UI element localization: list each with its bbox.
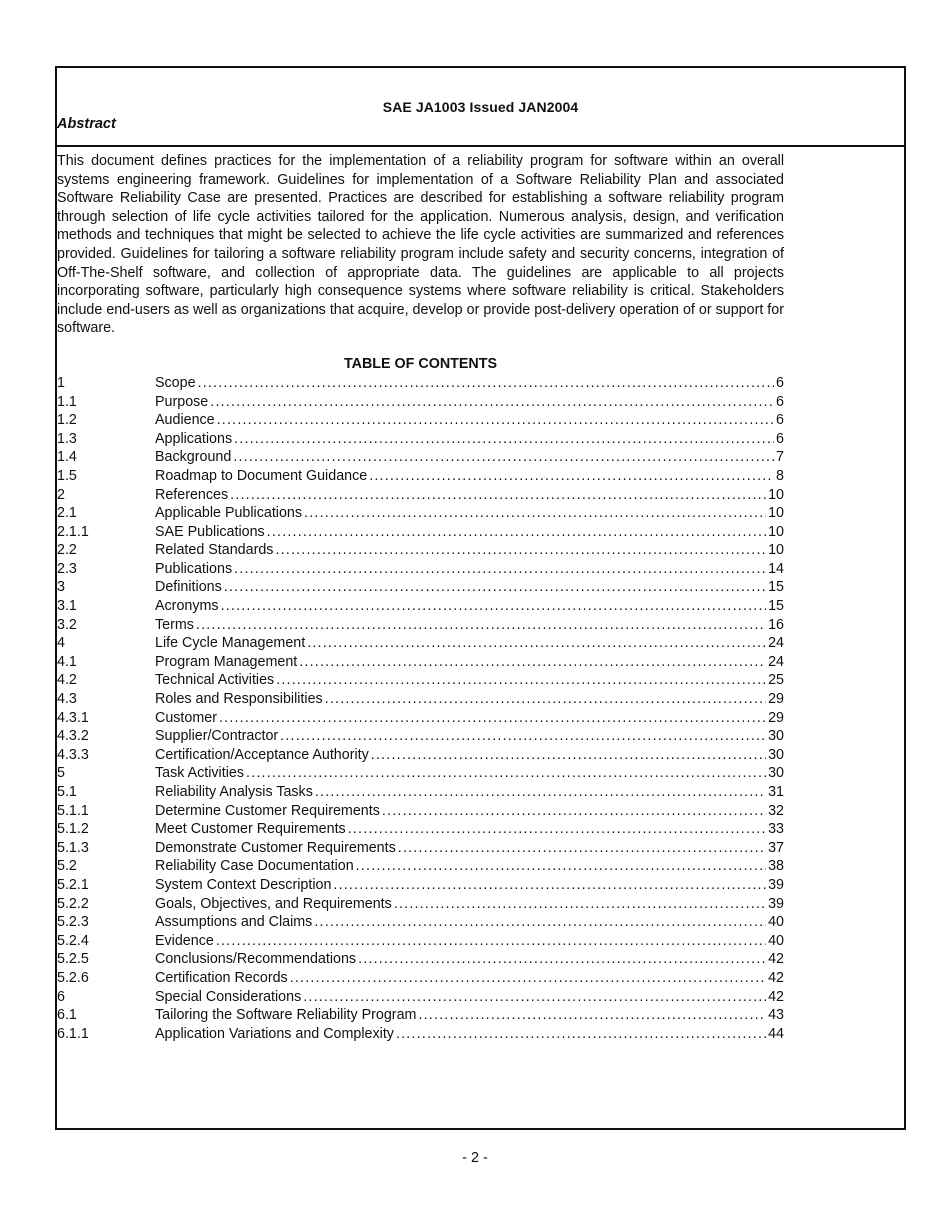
toc-entry-title: Task Activities <box>155 765 244 782</box>
toc-entry[interactable] <box>57 653 784 672</box>
toc-dot-leader <box>219 709 766 728</box>
toc-entry[interactable] <box>57 839 784 858</box>
toc-entry-number: 1.4 <box>57 449 77 466</box>
toc-entry-title: Assumptions and Claims <box>155 914 313 931</box>
toc-entry-page: 15 <box>768 579 784 596</box>
toc-entry-title: Technical Activities <box>155 672 275 689</box>
toc-entry-number: 5.1 <box>57 784 77 800</box>
toc-entry-number: 1.5 <box>57 467 77 484</box>
toc-entry-title: Application Variations and Complexity <box>155 1025 394 1042</box>
toc-dot-leader <box>418 1006 766 1025</box>
page-number: - 2 - <box>462 1150 488 1166</box>
toc-entry[interactable] <box>57 448 784 467</box>
toc-entry-number: 5.2.2 <box>57 895 89 912</box>
toc-entry-number: 4.1 <box>57 653 77 670</box>
toc-dot-leader <box>230 486 766 505</box>
toc-entry-page: 31 <box>768 784 784 800</box>
toc-entry-page: 16 <box>768 616 784 633</box>
toc-entry-page: 10 <box>768 542 784 559</box>
toc-entry[interactable] <box>57 634 784 653</box>
toc-entry-title: Program Management <box>155 653 298 670</box>
toc-entry-page: 30 <box>768 765 784 782</box>
toc-entry-page: 42 <box>768 951 784 968</box>
toc-entry-number: 5.1.2 <box>57 821 89 838</box>
toc-entry-number: 5.1.1 <box>57 802 89 819</box>
toc-entry-page: 6 <box>776 393 784 410</box>
toc-entry-title: System Context Description <box>155 876 332 893</box>
toc-entry[interactable] <box>57 969 784 988</box>
toc-dot-leader <box>196 616 766 635</box>
toc-entry-title: Roadmap to Document Guidance <box>155 467 368 484</box>
toc-entry[interactable] <box>57 690 784 709</box>
toc-entry-title: Purpose <box>155 393 209 410</box>
toc-entry[interactable] <box>57 541 784 560</box>
toc-entry-title: Determine Customer Requirements <box>155 802 380 819</box>
toc-dot-leader <box>221 597 767 616</box>
toc-entry-number: 6 <box>57 988 65 1005</box>
toc-dot-leader <box>304 504 766 523</box>
toc-entry[interactable] <box>57 913 784 932</box>
toc-entry[interactable] <box>57 988 784 1007</box>
toc-entry-title: References <box>155 486 229 503</box>
toc-entry-title: Conclusions/Recommendations <box>155 951 357 968</box>
toc-entry-page: 33 <box>768 821 784 838</box>
toc-dot-leader <box>394 895 766 914</box>
toc-entry-page: 6 <box>776 412 784 429</box>
toc-entry-number: 2.3 <box>57 560 77 577</box>
toc-entry-page: 39 <box>768 895 784 912</box>
toc-entry-title: Goals, Objectives, and Requirements <box>155 895 392 912</box>
abstract-text: This document defines practices for the implementation of a reliability program for software within an overall systems engineering framework. Guidelines for implementation of a Software Reliability Plan and associated Software Reliability Case are presented. Practices are described for establishing a software reliability program through selection of life cycle activities tailored for the application. Numerous analysis, design, and verification methods and techniques that might be selected to achieve the life cycle activities are summarized and references provided. Guidelines for tailoring a software reliability program include safety and security concerns, integration of Off-The-Shelf software, and collection of appropriate data. The guidelines are applicable to all projects incorporating software, particularly high consequence systems where software reliability is critical. Stakeholders include end-users as well as organizations that acquire, develop or provide post-delivery operation of or support for software. <box>57 153 784 337</box>
toc-entry[interactable] <box>57 671 784 690</box>
toc-dot-leader <box>233 448 774 467</box>
toc-entry[interactable] <box>57 857 784 876</box>
toc-dot-leader <box>303 988 766 1007</box>
toc-entry[interactable] <box>57 616 784 635</box>
page-content <box>57 115 784 1043</box>
toc-entry-title: Certification/Acceptance Authority <box>155 746 369 763</box>
toc-entry-title: Supplier/Contractor <box>155 728 279 745</box>
toc-entry-title: Publications <box>155 560 233 577</box>
toc-entry-number: 4.3.1 <box>57 709 89 726</box>
toc-dot-leader <box>290 969 766 988</box>
toc-entry[interactable] <box>57 467 784 486</box>
toc-dot-leader <box>224 578 766 597</box>
toc-entry-number: 5.2.1 <box>57 876 89 893</box>
toc-entry-title: Roles and Responsibilities <box>155 691 323 708</box>
toc-entry-number: 5.2.6 <box>57 969 89 986</box>
toc-entry-page: 6 <box>776 374 784 391</box>
toc-entry-page: 8 <box>776 467 784 484</box>
toc-entry-number: 3.1 <box>57 598 77 615</box>
toc-entry[interactable] <box>57 411 784 430</box>
toc-entry-page: 40 <box>768 932 784 949</box>
toc-entry-title: Applications <box>155 430 233 447</box>
toc-entry-number: 2.2 <box>57 542 77 559</box>
toc-entry-title: Related Standards <box>155 542 274 559</box>
toc-dot-leader <box>325 690 766 709</box>
toc-dot-leader <box>198 374 775 393</box>
toc-entry-title: Definitions <box>155 579 222 596</box>
toc-entry-page: 37 <box>768 839 784 856</box>
toc-dot-leader <box>348 820 766 839</box>
toc-dot-leader <box>307 634 766 653</box>
toc-dot-leader <box>382 802 766 821</box>
toc-entry-number: 1.3 <box>57 430 77 447</box>
toc-entry-number: 6.1 <box>57 1007 77 1024</box>
toc-entry-title: Applicable Publications <box>155 505 303 522</box>
toc-entry-number: 4.3.3 <box>57 746 89 763</box>
toc-entry[interactable] <box>57 430 784 449</box>
toc-entry-page: 32 <box>768 802 784 819</box>
toc-entry[interactable] <box>57 1025 784 1044</box>
toc-entry-title: SAE Publications <box>155 523 265 540</box>
toc-entry[interactable] <box>57 950 784 969</box>
toc-entry-number: 2.1 <box>57 505 77 522</box>
toc-entry[interactable] <box>57 523 784 542</box>
toc-entry-title: Demonstrate Customer Requirements <box>155 839 396 856</box>
toc-dot-leader <box>234 430 774 449</box>
toc-dot-leader <box>398 839 766 858</box>
toc-entry[interactable] <box>57 802 784 821</box>
toc-entry-title: Reliability Analysis Tasks <box>155 784 313 800</box>
toc-dot-leader <box>216 932 766 951</box>
toc-entry-number: 4 <box>57 635 65 652</box>
toc-entry-number: 3.2 <box>57 616 77 633</box>
toc-dot-leader <box>299 653 766 672</box>
toc-entry-title: Evidence <box>155 932 214 949</box>
toc-entry[interactable] <box>57 393 784 412</box>
toc-entry-number: 5.2.4 <box>57 932 89 949</box>
toc-entry-page: 24 <box>768 635 784 652</box>
toc-entry[interactable] <box>57 746 784 765</box>
toc-entry-page: 15 <box>768 598 784 615</box>
toc-entry-title: Terms <box>155 616 194 633</box>
toc-entry-page: 44 <box>768 1025 784 1042</box>
toc-entry-page: 30 <box>768 746 784 763</box>
toc-entry-title: Special Considerations <box>155 988 302 1005</box>
toc-entry[interactable] <box>57 932 784 951</box>
toc-entry-page: 6 <box>776 430 784 447</box>
toc-entry-page: 29 <box>768 691 784 708</box>
toc-entry-number: 2 <box>57 486 65 503</box>
toc-dot-leader <box>276 671 766 690</box>
document-title: SAE JA1003 Issued JAN2004 <box>382 98 579 115</box>
toc-dot-leader <box>333 876 766 895</box>
toc-dot-leader <box>315 783 766 802</box>
toc-dot-leader <box>358 950 766 969</box>
toc-entry-page: 43 <box>768 1007 784 1024</box>
toc-dot-leader <box>246 764 766 783</box>
toc-dot-leader <box>371 746 766 765</box>
toc-dot-leader <box>234 560 766 579</box>
toc-entry-number: 1 <box>57 374 65 391</box>
toc-entry-number: 4.2 <box>57 672 77 689</box>
toc-entry[interactable] <box>57 764 784 783</box>
toc-entry-title: Certification Records <box>155 969 288 986</box>
toc-entry-number: 5.1.3 <box>57 839 89 856</box>
toc-entry[interactable] <box>57 578 784 597</box>
table-of-contents <box>57 374 784 1043</box>
toc-entry-number: 2.1.1 <box>57 523 89 540</box>
toc-entry[interactable] <box>57 597 784 616</box>
toc-entry-page: 10 <box>768 486 784 503</box>
toc-entry-page: 10 <box>768 523 784 540</box>
toc-dot-leader <box>314 913 766 932</box>
toc-entry-number: 6.1.1 <box>57 1025 89 1042</box>
toc-entry-title: Scope <box>155 374 196 391</box>
toc-entry-title: Audience <box>155 412 215 429</box>
abstract-heading: Abstract <box>57 116 116 132</box>
toc-dot-leader <box>369 467 774 486</box>
toc-entry-page: 39 <box>768 876 784 893</box>
toc-entry-title: Meet Customer Requirements <box>155 821 346 838</box>
toc-entry-page: 42 <box>768 969 784 986</box>
toc-entry[interactable] <box>57 504 784 523</box>
toc-entry-page: 7 <box>776 449 784 466</box>
toc-entry-number: 5.2 <box>57 858 77 875</box>
toc-entry-number: 5 <box>57 765 65 782</box>
toc-entry-page: 10 <box>768 505 784 522</box>
toc-entry-title: Reliability Case Documentation <box>155 858 354 875</box>
toc-entry-page: 14 <box>768 560 784 577</box>
toc-entry-title: Background <box>155 449 232 466</box>
toc-entry-number: 4.3.2 <box>57 728 89 745</box>
toc-entry-page: 24 <box>768 653 784 670</box>
toc-dot-leader <box>356 857 766 876</box>
toc-entry-number: 3 <box>57 579 65 596</box>
toc-entry-title: Customer <box>155 709 217 726</box>
toc-entry[interactable] <box>57 1006 784 1025</box>
toc-entry[interactable] <box>57 709 784 728</box>
toc-dot-leader <box>217 411 774 430</box>
toc-entry-title: Acronyms <box>155 598 219 615</box>
toc-entry[interactable] <box>57 783 784 802</box>
toc-entry-number: 5.2.3 <box>57 914 89 931</box>
toc-entry-number: 5.2.5 <box>57 951 89 968</box>
toc-dot-leader <box>210 393 774 412</box>
toc-entry[interactable] <box>57 895 784 914</box>
toc-entry-page: 40 <box>768 914 784 931</box>
toc-dot-leader <box>396 1025 766 1044</box>
toc-dot-leader <box>275 541 766 560</box>
toc-entry-page: 29 <box>768 709 784 726</box>
toc-entry-number: 4.3 <box>57 691 77 708</box>
toc-entry[interactable] <box>57 727 784 746</box>
toc-entry[interactable] <box>57 820 784 839</box>
toc-entry[interactable] <box>57 486 784 505</box>
toc-entry-number: 1.1 <box>57 393 77 410</box>
toc-entry-number: 1.2 <box>57 412 77 429</box>
toc-entry-page: 25 <box>768 672 784 689</box>
toc-entry-page: 38 <box>768 858 784 875</box>
toc-entry[interactable] <box>57 374 784 393</box>
toc-heading: TABLE OF CONTENTS <box>343 355 498 372</box>
toc-entry-page: 30 <box>768 728 784 745</box>
toc-entry-page: 42 <box>768 988 784 1005</box>
toc-entry-title: Life Cycle Management <box>155 635 306 652</box>
toc-dot-leader <box>280 727 766 746</box>
toc-entry-title: Tailoring the Software Reliability Program <box>155 1007 417 1024</box>
toc-dot-leader <box>267 523 766 542</box>
toc-entry[interactable] <box>57 560 784 579</box>
toc-entry[interactable] <box>57 876 784 895</box>
